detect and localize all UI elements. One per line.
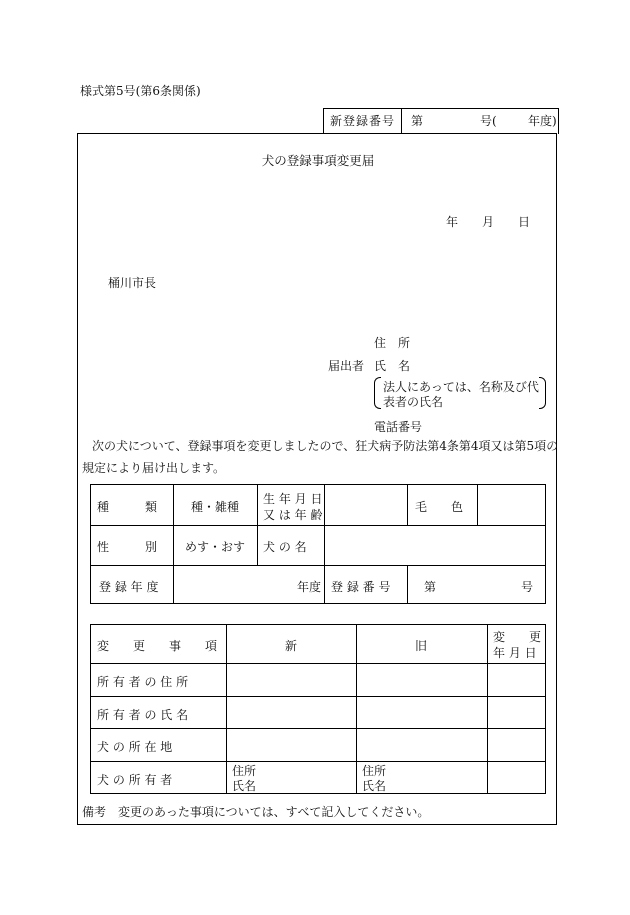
table-rule: [407, 485, 408, 525]
header-change-item: 変 更 事 項: [97, 639, 218, 653]
addressee: 桶川市長: [108, 276, 157, 290]
sex-label: 性 別: [97, 540, 158, 554]
table-rule: [91, 663, 545, 664]
reg-no-label: 登 録 番 号: [331, 580, 391, 594]
change-table: [90, 624, 546, 794]
reg-no-dai: 第: [424, 580, 437, 594]
table-rule: [324, 485, 325, 603]
date-month-label: 月: [482, 215, 495, 229]
corporate-note-line1: 法人にあっては、名称及び代: [383, 380, 539, 394]
phone-label: 電話番号: [374, 420, 423, 434]
table-rule: [91, 728, 545, 729]
intro-line-2: 規定により届け出します。: [82, 461, 226, 475]
applicant-address-label: 住 所: [374, 336, 411, 350]
date-year-label: 年: [446, 215, 459, 229]
header-new: 新: [285, 639, 298, 653]
table-rule: [257, 485, 258, 565]
table-rule: [487, 625, 488, 793]
sex-value: めす・おす: [185, 540, 246, 554]
table-rule: [91, 565, 545, 566]
kind-value: 種・雑種: [191, 500, 240, 514]
table-rule: [226, 625, 227, 793]
form-frame: [77, 133, 557, 825]
reg-year-unit: 年度: [297, 580, 322, 594]
row-owner-name: 所 有 者 の 氏 名: [97, 708, 189, 722]
applicant-name-label: 氏 名: [374, 359, 411, 373]
row-dog-location: 犬 の 所 在 地: [97, 740, 173, 754]
coat-label: 毛 色: [415, 500, 464, 514]
registration-number-label: 新登録番号: [324, 109, 402, 134]
corporate-note-bracket: [374, 377, 546, 407]
table-rule: [91, 525, 545, 526]
registration-dai: 第: [411, 114, 424, 128]
old-owner-address-label: 住所: [362, 764, 387, 778]
header-old: 旧: [415, 639, 428, 653]
bracket-right: [539, 377, 546, 409]
header-change-date-1: 変 更: [493, 630, 542, 644]
reg-year-label: 登 録 年 度: [99, 580, 159, 594]
remarks-note: 備考 変更のあった事項については、すべて記入してください。: [82, 805, 430, 819]
registration-number-box: [323, 108, 559, 134]
table-rule: [91, 696, 545, 697]
table-rule: [477, 485, 478, 525]
row-dog-owner: 犬 の 所 有 者: [97, 773, 173, 787]
registration-nendo: 年度): [528, 114, 557, 128]
date-day-label: 日: [518, 215, 531, 229]
corporate-note-line2: 表者の氏名: [383, 395, 444, 409]
dog-info-table: [90, 484, 546, 604]
applicant-label: 届出者: [328, 359, 365, 373]
table-rule: [173, 485, 174, 603]
page-title: 犬の登録事項変更届: [261, 153, 375, 168]
row-owner-address: 所 有 者 の 住 所: [97, 675, 189, 689]
header-change-date-2: 年 月 日: [493, 646, 537, 660]
new-owner-name-label: 氏名: [232, 779, 257, 793]
new-owner-address-label: 住所: [232, 764, 257, 778]
bracket-left: [374, 377, 381, 409]
intro-line-1: 次の犬について、登録事項を変更しましたので、狂犬病予防法第4条第4項又は第5項の: [92, 439, 559, 453]
kind-label: 種 類: [97, 500, 158, 514]
form-number: 様式第5号(第6条関係): [80, 84, 201, 98]
dog-name-label: 犬 の 名: [263, 540, 307, 554]
birth-label-1: 生 年 月 日: [263, 492, 323, 506]
birth-label-2: 又 は 年 齢: [263, 508, 323, 522]
registration-go: 号(: [480, 114, 497, 128]
table-rule: [356, 625, 357, 793]
table-rule: [407, 565, 408, 603]
old-owner-name-label: 氏名: [362, 779, 387, 793]
table-rule: [91, 761, 545, 762]
reg-no-go: 号: [521, 580, 534, 594]
